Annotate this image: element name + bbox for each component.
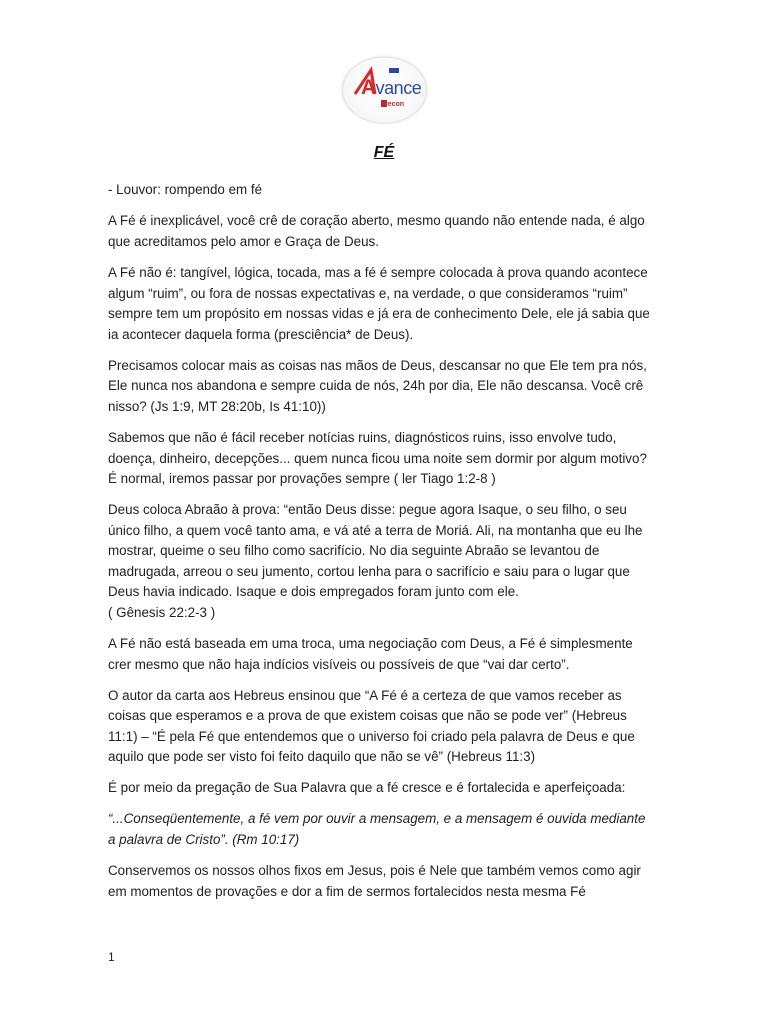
paragraph: Precisamos colocar mais as coisas nas mãos de Deus, descansar no que Ele tem pra nós, Ele nunca nos abandona e sempre cuida de nós, 24h por dia, Ele não descansa. Você crê nisso? (Js 1:9, MT 28:20b, Is 41:10)): [108, 357, 647, 414]
paragraph: É por meio da pregação de Sua Palavra que a fé cresce e é fortalecida e aperfeiçoada:: [108, 780, 626, 796]
paragraph: A Fé é inexplicável, você crê de coração aberto, mesmo quando não entende nada, é algo que acreditamos pelo amor e Graça de Deus.: [108, 213, 645, 249]
document-title: FÉ: [373, 144, 395, 161]
paragraph-abraham: [108, 500, 654, 624]
paragraph: A Fé não é: tangível, lógica, tocada, mas a fé é sempre colocada à prova quando acontece algum “ruim”, ou fora de nossas expectativas e, na verdade, o que consideramos “ruim” sempre tem um propósito em nossas vidas e já era de conhecimento Dele, ele já sabia que ia acontecer daquela forma (presciência* de Deus).: [108, 264, 650, 342]
paragraph: Sabemos que não é fácil receber notícias ruins, diagnósticos ruins, isso envolve tudo, doença, dinheiro, decepções... quem nunca ficou uma noite sem dormir por algum motivo? É normal, iremos passar por provações sempre ( ler Tiago 1:2-8 ): [108, 429, 647, 487]
paragraph: O autor da carta aos Hebreus ensinou que “A Fé é a certeza de que vamos receber as coisas que esperamos e a prova de que existem coisas que não se pode ver” (Hebreus 11:1) – “É pela Fé que entendemos que o universo foi criado pela palavra de Deus e que aquilo que pode ser visto foi feito daquilo que não se vê” (Hebreus 11:3): [108, 687, 635, 765]
logo-sub-text: recon: [385, 101, 405, 108]
page-number: 1: [108, 950, 115, 964]
quote-paragraph: “...Conseqüentemente, a fé vem por ouvir a mensagem, e a mensagem é ouvida mediante a palavra de Cristo”. (Rm 10:17): [108, 811, 646, 847]
paragraph-text: Deus coloca Abraão à prova: “então Deus disse: pegue agora Isaque, o seu filho, o seu único filho, a quem você tanto ama, e vá até a terra de Moriá. Ali, na montanha que eu lhe mostrar, queime o seu filho como sacrifício. No dia seguinte Abraão se levantou de madrugada, arreou o seu jumento, cortou lenha para o sacrifício e saiu para o lugar que Deus havia indicado. Isaque e dois empregados foram junto com ele.: [108, 502, 643, 600]
document-body: [108, 180, 654, 913]
bible-reference: ( Gênesis 22:2-3 ): [108, 605, 216, 621]
logo-brand-word: vance: [375, 78, 422, 98]
logo-brand-initial: A: [361, 76, 376, 99]
church-logo: [341, 56, 428, 124]
paragraph: Conservemos os nossos olhos fixos em Jesus, pois é Nele que também vemos como agir em momentos de provações e dor a fim de sermos fortalecidos nesta mesma Fé: [108, 862, 641, 899]
paragraph: - Louvor: rompendo em fé: [108, 182, 263, 197]
paragraph: A Fé não está baseada em uma troca, uma negociação com Deus, a Fé é simplesmente crer mesmo que não haja indícios visíveis ou possíveis de que “vai dar certo”.: [108, 636, 633, 672]
logo-brand-text: [361, 76, 421, 100]
